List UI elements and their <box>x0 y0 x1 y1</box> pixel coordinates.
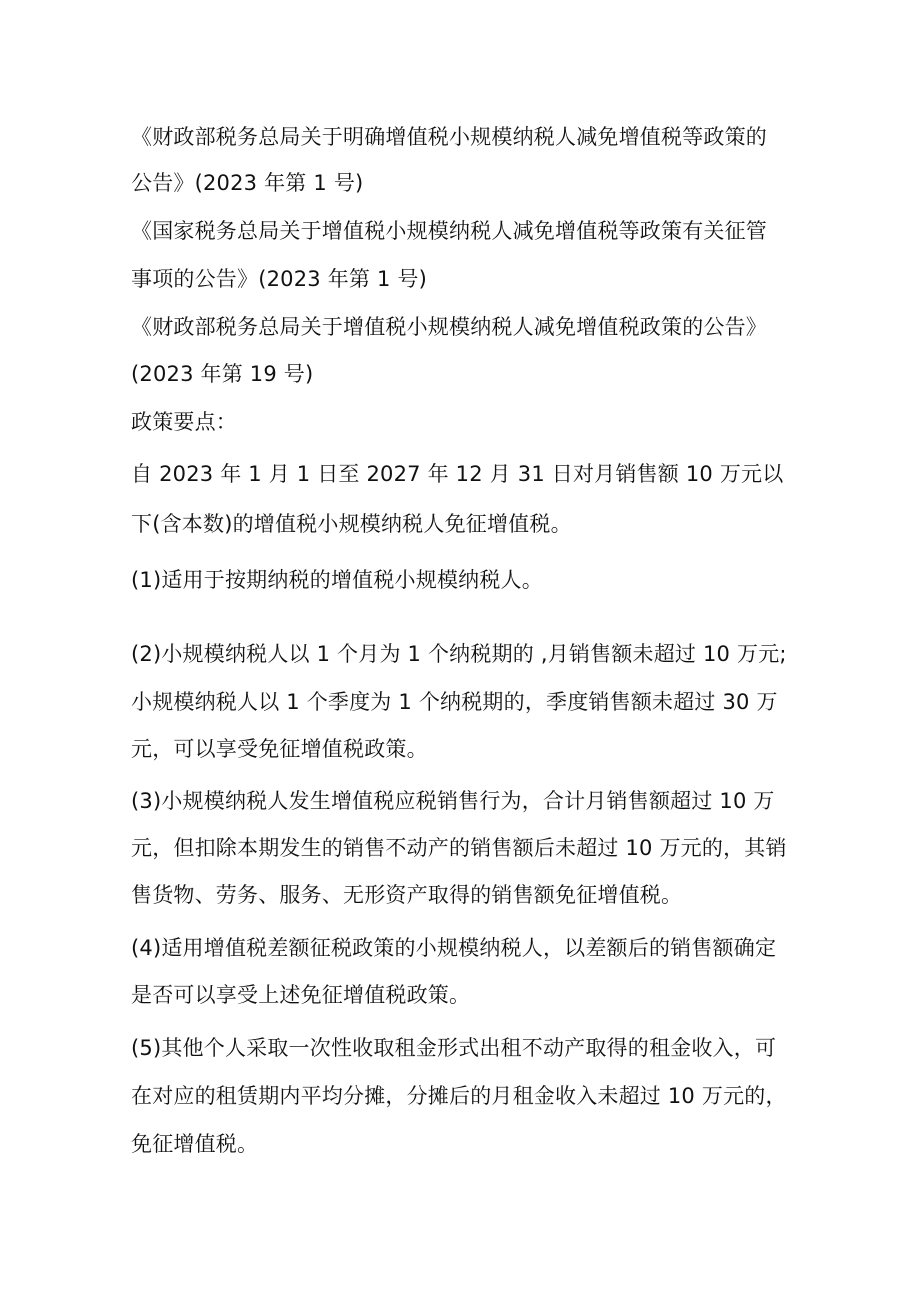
intro-line-1: 自 2023 年 1 月 1 日至 2027 年 12 月 31 日对月销售额 10 万元以 <box>131 462 784 486</box>
policy-heading: 政策要点： <box>131 410 237 434</box>
point-2-line-1: (2)小规模纳税人以 1 个月为 1 个纳税期的 ,月销售额未超过 10 万元; <box>131 642 787 666</box>
point-5-line-1: (5)其他个人采取一次性收取租金形式出租不动产取得的租金收入，可 <box>131 1036 777 1060</box>
reference-3-line-2: (2023 年第 19 号) <box>131 362 314 386</box>
point-4-line-1: (4)适用增值税差额征税政策的小规模纳税人，以差额后的销售额确定 <box>131 936 777 960</box>
point-3-line-2: 元，但扣除本期发生的销售不动产的销售额后未超过 10 万元的，其销 <box>131 836 787 860</box>
point-3-line-1: (3)小规模纳税人发生增值税应税销售行为，合计月销售额超过 10 万 <box>131 789 775 813</box>
point-4-line-2: 是否可以享受上述免征增值税政策。 <box>131 983 471 1007</box>
reference-2-line-2: 事项的公告》(2023 年第 1 号) <box>131 267 428 291</box>
point-2-line-3: 元，可以享受免征增值税政策。 <box>131 737 428 761</box>
reference-1-line-2: 公告》(2023 年第 1 号) <box>131 171 364 195</box>
intro-line-2: 下(含本数)的增值税小规模纳税人免征增值税。 <box>131 512 572 536</box>
reference-3-line-1: 《财政部税务总局关于增值税小规模纳税人减免增值税政策的公告》 <box>131 315 767 339</box>
point-3-line-3: 售货物、劳务、服务、无形资产取得的销售额免征增值税。 <box>131 883 683 907</box>
point-5-line-2: 在对应的租赁期内平均分摊，分摊后的月租金收入未超过 10 万元的， <box>131 1084 787 1108</box>
point-2-line-2: 小规模纳税人以 1 个季度为 1 个纳税期的，季度销售额未超过 30 万 <box>131 690 778 714</box>
reference-1-line-1: 《财政部税务总局关于明确增值税小规模纳税人减免增值税等政策的 <box>131 125 767 149</box>
reference-2-line-1: 《国家税务总局关于增值税小规模纳税人减免增值税等政策有关征管 <box>131 219 767 243</box>
point-5-line-3: 免征增值税。 <box>131 1132 259 1156</box>
point-1-line-1: (1)适用于按期纳税的增值税小规模纳税人。 <box>131 568 543 592</box>
